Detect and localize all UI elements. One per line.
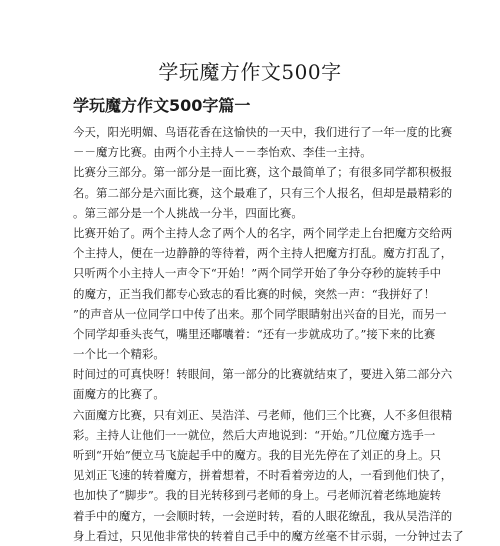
body-text: [73, 122, 464, 546]
text-line: 个主持人，便在一边静静的等待着，两个主持人把魔方打乱。魔方打乱了，: [73, 246, 453, 261]
text-line: 时间过的可真快呀！转眼间，第一部分的比赛就结束了，要进入第二部分六: [73, 367, 453, 382]
text-line: 见刘正飞速的转着魔方，拼着想着，不时看着旁边的人，一看到他们快了，: [73, 468, 453, 483]
text-line: 身上看过，只见他非常快的转着自己手中的魔方丝毫不甘示弱，一分钟过去了: [73, 528, 464, 543]
text-line: 听到“开始”便立马飞旋起手中的魔方。我的目光先停在了刘正的身上。只: [73, 448, 442, 462]
text-line: 比赛开始了。两个主持人念了两个人的名字，两个同学走上台把魔方交给两: [73, 225, 453, 240]
text-line: 彩。主持人让他们一一就位，然后大声地说到：“开始。”几位魔方选手一: [73, 427, 436, 442]
text-line: ”的声音从一位同学口中传了出来。那个同学眼睛射出兴奋的目光，而另一: [73, 306, 447, 321]
text-line: 名。第二部分是六面比赛，这个最难了，只有三个人报名，但却是最精彩的: [73, 185, 453, 200]
document-title: 学玩魔方作文500字: [158, 60, 342, 84]
text-line: 六面魔方比赛，只有刘正、吴浩洋、弓老师，他们三个比赛，人不多但很精: [73, 407, 453, 422]
text-line: 也加快了“脚步”。我的目光转移到弓老师的身上。弓老师沉着老练地旋转: [73, 488, 442, 503]
text-line: 比赛分三部分。第一部分是一面比赛，这个最简单了；有很多同学都积极报: [73, 165, 453, 180]
section-title: 学玩魔方作文500字篇一: [73, 96, 251, 115]
text-line: 只听两个小主持人一声令下“开始！”两个同学开始了争分夺秒的旋转手中: [73, 266, 442, 281]
text-line: 个同学却垂头丧气，嘴里还嘟囔着：“还有一步就成功了。”接下来的比赛: [73, 326, 436, 341]
text-line: 着手中的魔方，一会顺时转，一会逆时转，看的人眼花缭乱，我从吴浩洋的: [73, 508, 453, 523]
text-line: 面魔方的比赛了。: [73, 387, 165, 402]
text-line: 。第三部分是一个人挑战一分半，四面比赛。: [73, 205, 303, 220]
text-line: 今天，阳光明媚、鸟语花香在这愉快的一天中，我们进行了一年一度的比赛: [73, 125, 453, 139]
text-line: －－魔方比赛。由两个小主持人－－李怡欢、李佳一主持。: [73, 145, 372, 160]
text-line: 一个比一个精彩。: [73, 347, 165, 362]
text-line: 的魔方，正当我们都专心致志的看比赛的时候，突然一声：“我拼好了！: [73, 286, 436, 301]
